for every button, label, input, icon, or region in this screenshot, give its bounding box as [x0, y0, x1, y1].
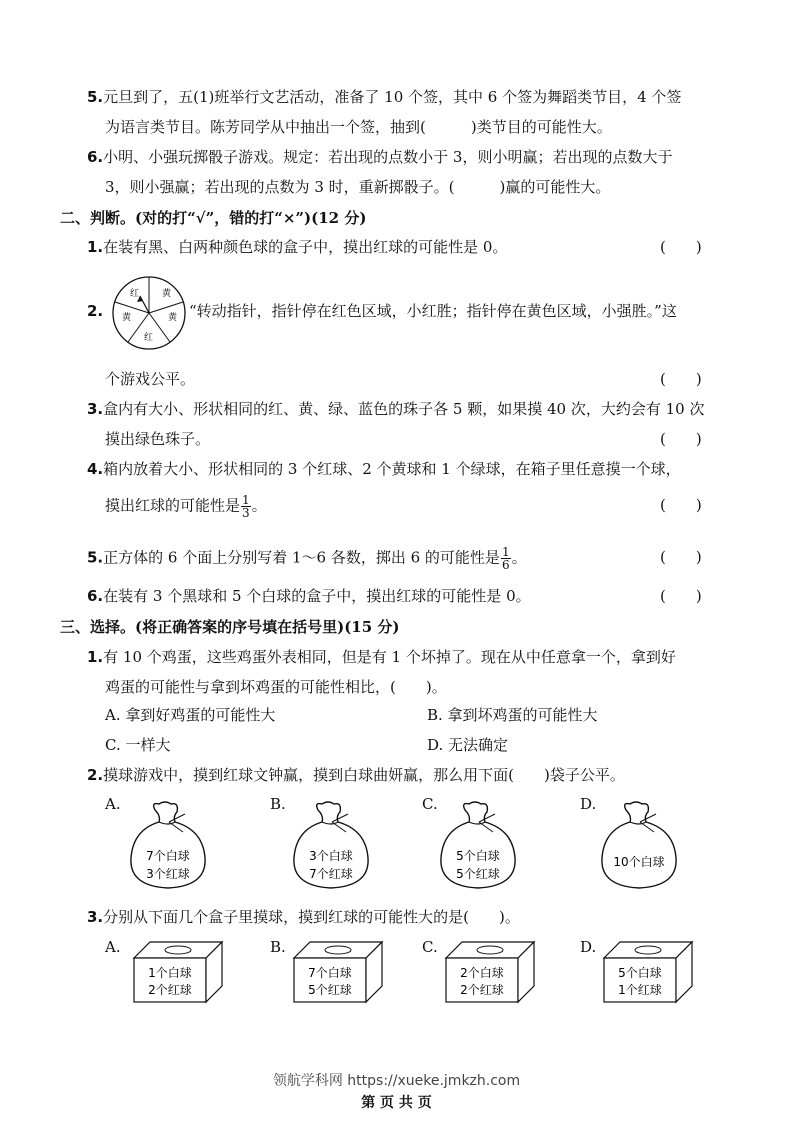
box-label-red: 2个红球	[460, 983, 504, 997]
judge-q4-line2: 摸出红球的可能性是 $\frac{1}{3}$ 。	[105, 493, 267, 520]
question-text: 在装有 3 个黑球和 5 个白球的盒子中，摸出红球的可能性是 0。	[103, 587, 531, 605]
bag-label-red: 3个红球	[146, 867, 190, 881]
question-number: 5.	[87, 88, 104, 106]
question-text: 在装有黑、白两种颜色球的盒子中，摸出红球的可能性是 0。	[103, 238, 508, 256]
question-text: 小明、小强玩掷骰子游戏。规定：若出现的点数小于 3，则小明赢；若出现的点数大于	[103, 148, 673, 166]
box-d	[600, 940, 696, 1006]
bag-b-letter[interactable]: B.	[270, 795, 286, 813]
question-number: 6.	[87, 148, 104, 166]
bag-label-red: 5个红球	[456, 867, 500, 881]
box-label-white: 5个白球	[618, 966, 662, 980]
question-number: 1.	[87, 648, 104, 666]
spinner-label: 黄	[168, 313, 178, 323]
judge-q2-text: “转动指针，指针停在红色区域，小红胜；指针停在黄色区域，小强胜。”这	[189, 302, 677, 320]
choice-q2	[87, 764, 625, 786]
question-text: 摸球游戏中，摸到红球文钟赢，摸到白球曲妍赢，那么用下面( )袋子公平。	[103, 766, 625, 784]
answer-paren[interactable]: ( )	[660, 496, 702, 514]
box-b	[290, 940, 386, 1006]
box-b-letter[interactable]: B.	[270, 938, 286, 956]
box-label-white: 2个白球	[460, 966, 504, 980]
question-text: 分别从下面几个盒子里摸球，摸到红球的可能性大的是( )。	[103, 908, 520, 926]
box-label-red: 5个红球	[308, 983, 352, 997]
judge-q2-num	[87, 300, 103, 322]
spinner-diagram	[110, 274, 188, 352]
spinner-label: 红	[130, 289, 140, 299]
bag-a-letter[interactable]: A.	[105, 795, 121, 813]
judge-q3-line2: 摸出绿色珠子。	[105, 430, 211, 448]
box-label-white: 1个白球	[148, 966, 192, 980]
option-d[interactable]: D. 无法确定	[427, 736, 509, 754]
judge-q3-line1	[87, 398, 704, 420]
box-d-letter[interactable]: D.	[580, 938, 597, 956]
box-label-red: 2个红球	[148, 983, 192, 997]
option-a[interactable]: A. 拿到好鸡蛋的可能性大	[105, 706, 276, 724]
question-number: 5.	[87, 548, 104, 567]
bag-b	[288, 800, 374, 892]
question-number: 2.	[87, 302, 104, 320]
bag-label-white: 10个白球	[613, 855, 665, 869]
bag-d-letter[interactable]: D.	[580, 795, 597, 813]
section-heading-choice: 三、选择。(将正确答案的序号填在括号里)(15 分)	[60, 618, 400, 636]
question-number: 3.	[87, 908, 104, 926]
judge-q2-line2: 个游戏公平。	[105, 370, 196, 388]
question-number: 4.	[87, 460, 104, 478]
choice-q1-line2: 鸡蛋的可能性与拿到坏鸡蛋的可能性相比，( )。	[105, 678, 447, 696]
section-heading-judge: 二、判断。(对的打“√”，错的打“×”)(12 分)	[60, 209, 367, 227]
bag-label-red: 7个红球	[309, 867, 353, 881]
question-text: 正方体的 6 个面上分别写着 1～6 各数，掷出 6 的可能性是	[103, 548, 500, 567]
answer-paren[interactable]: ( )	[660, 430, 702, 448]
bag-c-letter[interactable]: C.	[422, 795, 438, 813]
answer-paren[interactable]: ( )	[660, 238, 702, 256]
box-label-white: 7个白球	[308, 966, 352, 980]
judge-q1	[87, 236, 507, 258]
question-number: 1.	[87, 238, 104, 256]
q6-line2: 3，则小强赢；若出现的点数为 3 时，重新掷骰子。( )赢的可能性大。	[105, 178, 611, 196]
bag-d	[596, 800, 682, 892]
bag-label-white: 3个白球	[309, 849, 353, 863]
spinner-label: 黄	[122, 313, 132, 323]
spinner-label: 红	[144, 333, 154, 343]
choice-q3	[87, 906, 520, 928]
bag-a	[125, 800, 211, 892]
footer-page: 第 页 共 页	[361, 1095, 432, 1111]
spinner-label: 黄	[162, 289, 172, 299]
bag-c	[435, 800, 521, 892]
question-text: 有 10 个鸡蛋，这些鸡蛋外表相同，但是有 1 个坏掉了。现在从中任意拿一个，拿到好	[103, 648, 676, 666]
box-a-letter[interactable]: A.	[105, 938, 121, 956]
box-label-red: 1个红球	[618, 983, 662, 997]
option-c[interactable]: C. 一样大	[105, 736, 171, 754]
box-c	[442, 940, 538, 1006]
judge-q5: 5.正方体的 6 个面上分别写着 1～6 各数，掷出 6 的可能性是 $\frac{1}{6}$ 。	[87, 545, 527, 572]
question-text: 盒内有大小、形状相同的红、黄、绿、蓝色的珠子各 5 颗，如果摸 40 次，大约会有 10 次	[103, 400, 705, 418]
judge-q6	[87, 585, 531, 607]
option-b[interactable]: B. 拿到坏鸡蛋的可能性大	[427, 706, 598, 724]
fraction: $\frac{1}{6}$	[501, 545, 510, 572]
question-text: 摸出红球的可能性是	[105, 496, 241, 515]
answer-paren[interactable]: ( )	[660, 587, 702, 605]
question-number: 3.	[87, 400, 104, 418]
question-text: 元旦到了，五(1)班举行文艺活动，准备了 10 个签，其中 6 个签为舞蹈类节目，4 个签	[103, 88, 682, 106]
question-text: 箱内放着大小、形状相同的 3 个红球、2 个黄球和 1 个绿球，在箱子里任意摸一个球，	[103, 460, 681, 478]
choice-q1-line1	[87, 646, 676, 668]
box-a	[130, 940, 226, 1006]
q6-line1	[87, 146, 672, 168]
q5-line1	[87, 86, 681, 108]
question-number: 2.	[87, 766, 104, 784]
answer-paren[interactable]: ( )	[660, 370, 702, 388]
box-c-letter[interactable]: C.	[422, 938, 438, 956]
question-number: 6.	[87, 587, 104, 605]
footer-site: 领航学科网 https://xueke.jmkzh.com	[272, 1073, 521, 1089]
q5-line2: 为语言类节目。陈芳同学从中抽出一个签，抽到( )类节目的可能性大。	[105, 118, 612, 136]
answer-paren[interactable]: ( )	[660, 548, 702, 566]
fraction: $\frac{1}{3}$	[242, 493, 250, 520]
bag-label-white: 5个白球	[456, 849, 500, 863]
bag-label-white: 7个白球	[146, 849, 190, 863]
judge-q4-line1	[87, 458, 681, 480]
